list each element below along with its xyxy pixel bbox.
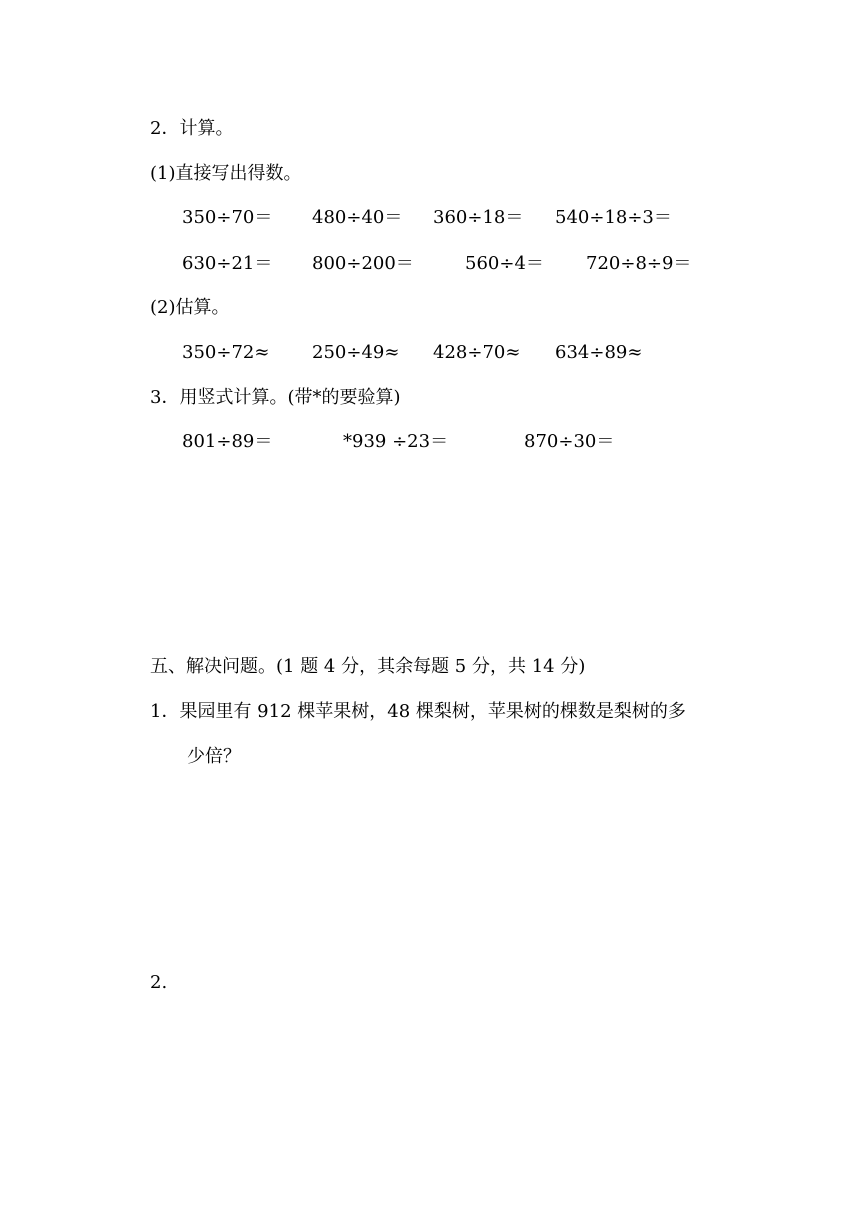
section5-q1-line2: 少倍？ xyxy=(187,746,241,767)
problem-item: 560÷4＝ xyxy=(465,253,544,274)
section5-q2-label: 2. xyxy=(150,972,168,993)
vertical-calc-item: 801÷89＝ xyxy=(182,431,273,452)
problem-item: 630÷21＝ xyxy=(182,253,273,274)
q2-heading: 2．计算。 xyxy=(150,118,234,139)
estimate-item: 634÷89≈ xyxy=(555,342,643,363)
problem-item: 350÷70＝ xyxy=(182,207,273,228)
section5-q1-line1: 1．果园里有 912 棵苹果树，48 棵梨树，苹果树的棵数是梨树的多 xyxy=(150,701,686,722)
section5-heading: 五、解决问题。(1 题 4 分，其余每题 5 分，共 14 分) xyxy=(150,656,586,677)
q2-part2-label: (2)估算。 xyxy=(150,297,230,318)
estimate-item: 428÷70≈ xyxy=(433,342,521,363)
estimate-item: 250÷49≈ xyxy=(312,342,400,363)
estimate-item: 350÷72≈ xyxy=(182,342,270,363)
problem-item: 540÷18÷3＝ xyxy=(555,207,672,228)
vertical-calc-item: *939 ÷23＝ xyxy=(343,431,449,452)
q2-part1-label: (1)直接写出得数。 xyxy=(150,163,302,184)
vertical-calc-item: 870÷30＝ xyxy=(524,431,615,452)
problem-item: 720÷8÷9＝ xyxy=(586,253,692,274)
problem-item: 800÷200＝ xyxy=(312,253,414,274)
q3-heading: 3．用竖式计算。(带*的要验算) xyxy=(150,387,401,408)
problem-item: 360÷18＝ xyxy=(433,207,524,228)
problem-item: 480÷40＝ xyxy=(312,207,403,228)
